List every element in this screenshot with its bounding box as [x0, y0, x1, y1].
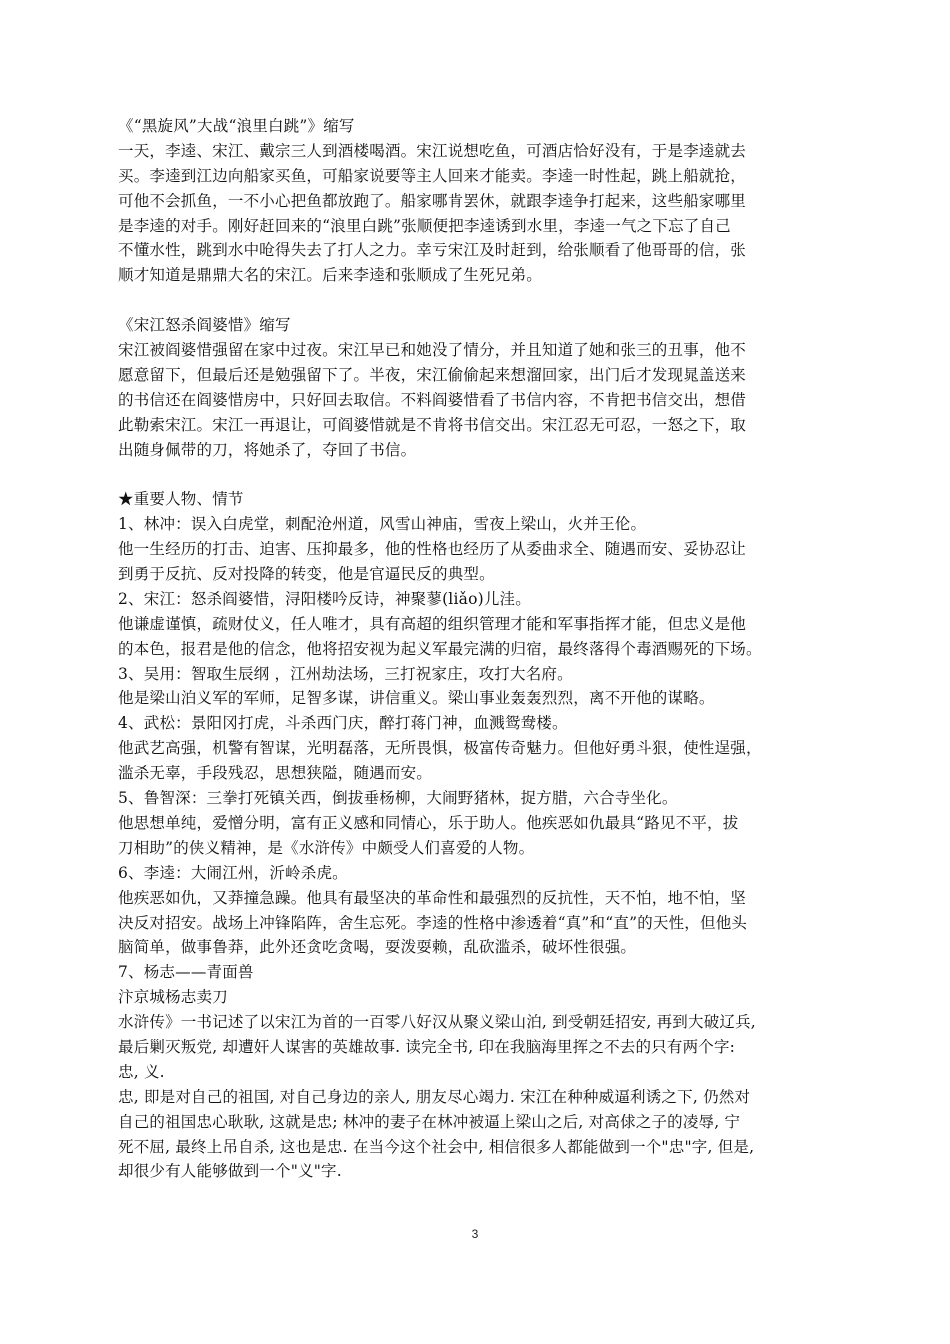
paragraph-line: 却很少有人能够做到一个"义"字.	[118, 1162, 342, 1181]
paragraph-line: 他疾恶如仇，又莽撞急躁。他具有最坚决的革命性和最强烈的反抗性，天不怕，地不怕，坚	[118, 888, 747, 907]
paragraph-line: 到勇于反抗、反对投降的转变，他是官逼民反的典型。	[118, 565, 495, 584]
paragraph-line: 愿意留下，但最后还是勉强留下了。半夜，宋江偷偷起来想溜回家，出门后才发现晁盖送来	[118, 365, 747, 384]
page-number: 3	[471, 1227, 479, 1241]
paragraph-line: 汴京城杨志卖刀	[118, 988, 228, 1007]
paragraph-line: 4、武松：景阳冈打虎，斗杀西门庆，醉打蒋门神，血溅鸳鸯楼。	[118, 714, 568, 733]
document-body	[118, 114, 818, 1184]
section-title: ★重要人物、情节	[118, 490, 244, 509]
paragraph-line: 他思想单纯，爱憎分明，富有正义感和同情心，乐于助人。他疾恶如仇最具“路见不平，拔	[118, 813, 739, 832]
paragraph-line: 买。李逵到江边向船家买鱼，可船家说要等主人回来才能卖。李逵一时性起，跳上船就抢，	[118, 166, 747, 185]
paragraph-line: 出随身佩带的刀，将她杀了，夺回了书信。	[118, 440, 417, 459]
paragraph-line: 顺才知道是鼎鼎大名的宋江。后来李逵和张顺成了生死兄弟。	[118, 266, 542, 285]
paragraph-line: 是李逵的对手。刚好赶回来的“浪里白跳”张顺便把李逵诱到水里，李逵一气之下忘了自己	[118, 216, 731, 235]
paragraph-line: 最后剿灭叛党, 却遭奸人谋害的英雄故事. 读完全书, 印在我脑海里挥之不去的只有两个字:	[118, 1037, 736, 1056]
paragraph-line: 一天，李逵、宋江、戴宗三人到酒楼喝酒。宋江说想吃鱼，可酒店恰好没有，于是李逵就去	[118, 141, 747, 160]
paragraph-line: 他是梁山泊义军的军师，足智多谋，讲信重义。梁山事业轰轰烈烈，离不开他的谋略。	[118, 689, 715, 708]
paragraph-line: 他谦虚谨慎，疏财仗义，任人唯才，具有高超的组织管理才能和军事指挥才能，但忠义是他	[118, 614, 747, 633]
section-title: 《宋江怒杀阎婆惜》缩写	[118, 316, 291, 335]
paragraph-line: 的书信还在阎婆惜房中，只好回去取信。不料阎婆惜看了书信内容，不肯把书信交出，想借	[118, 390, 747, 409]
section-title: 《“黑旋风”大战“浪里白跳”》缩写	[118, 117, 355, 135]
paragraph-line: 他一生经历的打击、迫害、压抑最多，他的性格也经历了从委曲求全、随遇而安、妥协忍让	[118, 540, 747, 559]
paragraph-line: 2、宋江：怒杀阎婆惜，浔阳楼吟反诗，神聚蓼(liǎo)儿洼。	[118, 589, 531, 608]
blank-line	[118, 462, 818, 487]
blank-line	[118, 288, 818, 313]
paragraph-line: 3、吴用：智取生辰纲 ，江州劫法场，三打祝家庄，攻打大名府。	[118, 664, 573, 683]
paragraph-line: 决反对招安。战场上冲锋陷阵，舍生忘死。李逵的性格中渗透着“真”和“直”的天性，但他头	[118, 913, 748, 932]
paragraph-line: 忠, 即是对自己的祖国, 对自己身边的亲人, 朋友尽心竭力. 宋江在种种威逼利诱之下, 仍然对	[118, 1087, 751, 1106]
paragraph-line: 的本色，报君是他的信念，他将招安视为起义军最完满的归宿，最终落得个毒酒赐死的下场。	[118, 639, 762, 658]
paragraph-line: 脑简单，做事鲁莽，此外还贪吃贪喝，耍泼耍赖，乱砍滥杀，破坏性很强。	[118, 938, 637, 957]
paragraph-line: 1、林冲：误入白虎堂，刺配沧州道，风雪山神庙，雪夜上梁山，火并王伦。	[118, 515, 647, 534]
paragraph-line: 刀相助”的侠义精神，是《水浒传》中颇受人们喜爱的人物。	[118, 838, 535, 857]
paragraph-line: 自己的祖国忠心耿耿, 这就是忠; 林冲的妻子在林冲被逼上梁山之后, 对高俅之子的凌辱, 宁	[118, 1112, 741, 1131]
paragraph-line: 可他不会抓鱼，一不小心把鱼都放跑了。船家哪肯罢休，就跟李逵争打起来，这些船家哪里	[118, 191, 747, 210]
paragraph-line: 他武艺高强，机警有智谋，光明磊落，无所畏惧，极富传奇魅力。但他好勇斗狠，使性逞强，	[118, 739, 762, 758]
paragraph-line: 5、鲁智深：三拳打死镇关西，倒拔垂杨柳，大闹野猪林，捉方腊，六合寺坐化。	[118, 789, 678, 808]
paragraph-line: 此勒索宋江。宋江一再退让，可阎婆惜就是不肯将书信交出。宋江忍无可忍，一怒之下，取	[118, 415, 747, 434]
paragraph-line: 7、杨志——青面兽	[118, 963, 254, 982]
paragraph-line: 死不屈, 最终上吊自杀, 这也是忠. 在当今这个社会中, 相信很多人都能做到一个"忠"字, 但是,	[118, 1137, 755, 1156]
paragraph-line: 宋江被阎婆惜强留在家中过夜。宋江早已和她没了情分，并且知道了她和张三的丑事，他不	[118, 341, 747, 360]
paragraph-line: 水浒传》一书记述了以宋江为首的一百零八好汉从聚义梁山泊, 到受朝廷招安, 再到大破辽兵,	[118, 1013, 756, 1032]
paragraph-line: 忠, 义.	[118, 1062, 165, 1081]
paragraph-line: 滥杀无辜，手段残忍，思想狭隘，随遇而安。	[118, 764, 433, 783]
paragraph-line: 不懂水性，跳到水中呛得失去了打人之力。幸亏宋江及时赶到，给张顺看了他哥哥的信，张	[118, 241, 747, 260]
paragraph-line: 6、李逵：大闹江州，沂岭杀虎。	[118, 863, 348, 882]
